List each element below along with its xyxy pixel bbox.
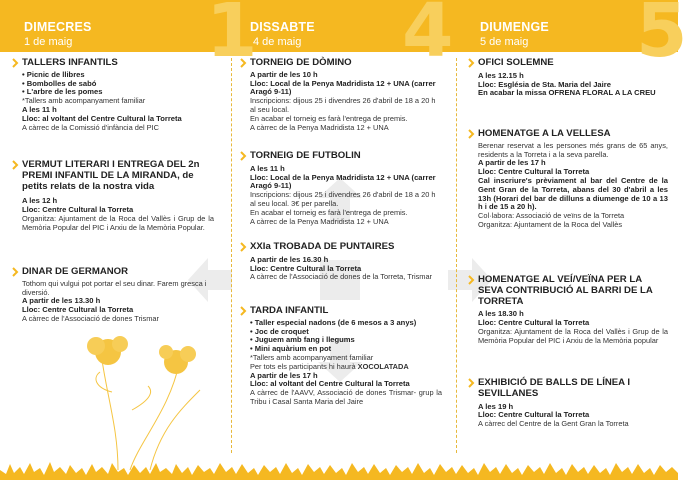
list-item: • Bombolles de sabó	[22, 80, 214, 89]
event-description: Tothom qui vulgui pot portar el seu dinar. Farem gresca i diversió.	[22, 278, 207, 297]
list-item: • Taller especial nadons (de 6 mesos a 3 anys)	[250, 319, 442, 328]
chevron-right-icon	[466, 378, 476, 388]
event-time: A les 12.15 h	[478, 70, 524, 80]
list-item: • L'arbre de les pomes	[22, 88, 214, 97]
event-place: Lloc: al voltant del Centre Cultural la Torreta	[22, 113, 182, 123]
event-organizer: A càrrec de l'AAVV, Associació de dones Trismar- grup la Tribu i Casal Santa Maria del Jaire	[250, 388, 442, 406]
event-place: Lloc: Centre Cultural la Torreta	[250, 263, 362, 273]
event-torneig-domino	[228, 58, 454, 132]
chevron-right-icon	[238, 58, 248, 68]
event-organizer: A càrrec de l'Associació de dones de la Torreta, Trismar	[250, 272, 433, 282]
event-torneig-futbolin	[228, 151, 454, 226]
event-time: A partir de les 16.30 h	[250, 254, 329, 264]
event-title: TARDA INFANTIL	[250, 305, 329, 316]
day-title-3: DIUMENGE	[480, 20, 549, 34]
event-place: Lloc: Centre Cultural la Torreta	[22, 205, 134, 215]
list-item: • Juguem amb fang i llegums	[250, 336, 442, 345]
event-organizer: A càrrec de la Comissió d'infància del PIC	[22, 122, 159, 132]
event-exhibicio-balls	[454, 378, 678, 429]
event-inscriptions: Inscripcions: dijous 25 i divendres 26 d'abril de 18 a 20 h al seu local.	[250, 96, 436, 114]
event-time: A les 11 h	[22, 104, 57, 114]
event-time: A partir de les 17 h	[250, 370, 318, 380]
chevron-right-icon	[10, 58, 20, 68]
event-title: TORNEIG DE FUTBOLIN	[250, 150, 361, 161]
event-inscriptions: Cal inscriure's prèviament al bar del Centre de la Gent Gran de la Torreta, abans del 30 d'abril a les 13h (Horari del bar de dilluns a diumenge de 10 a 13 h i de 15 a 20 h).	[478, 175, 668, 212]
chevron-right-icon	[10, 267, 20, 277]
day-date-2: 4 de maig	[253, 36, 302, 48]
event-organizer: Organitza: Ajuntament de la Roca del Vallès	[478, 219, 623, 229]
column-dimecres	[0, 55, 228, 480]
event-organizer: A càrrec de l'Associació de dones Trismar	[22, 313, 159, 323]
event-title: HOMENATGE AL VEÍ/VEÏNA PER LA SEVA CONTRIBUCIÓ AL BARRI DE LA TORRETA	[478, 274, 653, 307]
event-note: *Tallers amb acompanyament familiar	[250, 352, 374, 362]
event-trobada-puntaires	[228, 242, 454, 282]
event-place: Lloc: al voltant del Centre Cultural la Torreta	[250, 379, 410, 389]
chevron-right-icon	[238, 151, 248, 161]
column-dissabte	[228, 55, 454, 480]
event-place: Lloc: Local de la Penya Madridista 12 + UNA (carrer Aragó 9-11)	[250, 172, 436, 191]
event-time: A partir de les 17 h	[478, 158, 546, 168]
grass-decoration	[0, 458, 678, 480]
day-date-1: 1 de maig	[24, 36, 73, 48]
day-number-1: 1	[206, 0, 258, 74]
event-extra: En acabar la missa OFRENA FLORAL A LA CREU	[478, 88, 656, 98]
event-place: Lloc: Centre Cultural la Torreta	[478, 167, 590, 177]
event-place: Lloc: Centre Cultural la Torreta	[478, 410, 590, 420]
chevron-right-icon	[238, 306, 248, 316]
list-item: • Picnic de llibres	[22, 71, 214, 80]
event-place: Lloc: Església de Sta. Maria del Jaire	[478, 79, 611, 89]
event-note: *Tallers amb acompanyament familiar	[22, 96, 146, 106]
chevron-right-icon	[466, 58, 476, 68]
column-diumenge	[454, 55, 678, 480]
event-homenatge-vellesa	[454, 129, 678, 230]
event-prizes: En acabar el torneig es farà l'entrega de premis.	[250, 113, 408, 123]
chevron-right-icon	[238, 242, 248, 252]
event-ofici-solemne	[454, 58, 678, 98]
list-item: • Mini aquàrium en pot	[250, 345, 442, 354]
event-title: TALLERS INFANTILS	[22, 57, 118, 68]
event-tallers-infantils	[0, 58, 228, 132]
event-time: A les 12 h	[22, 196, 58, 206]
chevron-right-icon	[466, 275, 476, 285]
event-title: VERMUT LITERARI I ENTREGA DEL 2n PREMI INFANTIL DE LA MIRANDA, de petits relats de la nostra vida	[22, 159, 200, 192]
event-description: Berenar reservat a les persones més grans de 65 anys, residents a la Torreta i a la seva parella.	[478, 140, 668, 159]
event-time: A les 18.30 h	[478, 309, 524, 319]
event-organizer: A càrrec de la Penya Madridista 12 + UNA	[250, 216, 389, 226]
program-columns	[0, 55, 678, 480]
snack-highlight: XOCOLATADA	[357, 361, 409, 371]
event-title: HOMENATGE A LA VELLESA	[478, 128, 611, 139]
event-title: TORNEIG DE DÒMINO	[250, 57, 352, 68]
event-time: A partir de les 10 h	[250, 69, 318, 79]
day-title-2: DISSABTE	[250, 20, 315, 34]
event-title: OFICI SOLEMNE	[478, 57, 554, 68]
event-organizer: Organitza: Ajuntament de la Roca del Vallès i Grup de la Memòria Popular del PIC i Arxiu de la Memòria popular	[478, 326, 668, 345]
event-tarda-infantil	[228, 306, 454, 407]
event-title: EXHIBICIÓ DE BALLS DE LÍNEA I SEVILLANES	[478, 377, 631, 399]
list-item: • Joc de croquet	[250, 328, 442, 337]
event-homenatge-veina	[454, 275, 678, 346]
event-dinar-germanor	[0, 267, 228, 324]
chevron-right-icon	[466, 129, 476, 139]
event-place: Lloc: Centre Cultural la Torreta	[22, 305, 134, 315]
event-organizer: A càrrec de la Penya Madridista 12 + UNA	[250, 122, 389, 132]
event-time: A les 19 h	[478, 401, 514, 411]
event-title: DINAR DE GERMANOR	[22, 266, 129, 277]
event-prizes: En acabar el torneig es farà l'entrega de premis.	[250, 207, 408, 217]
event-organizer: Organitza: Ajuntament de la Roca del Vallès i Grup de la Memòria Popular del PIC i Arxiu de la Memòria Popular.	[22, 213, 214, 232]
event-inscriptions: Inscripcions: dijous 25 i divendres 26 d'abril de 18 a 20 h al seu local. 3€ per parella.	[250, 190, 436, 208]
snack-text: Per tots els participants hi haurà	[250, 361, 358, 371]
event-time: A partir de les 13.30 h	[22, 296, 101, 306]
event-collaborator: Col·labora: Associació de veïns de la Torreta	[478, 211, 625, 221]
event-title: XXIa TROBADA DE PUNTAIRES	[250, 241, 395, 252]
chevron-right-icon	[10, 160, 20, 170]
day-title-1: DIMECRES	[24, 20, 92, 34]
day-date-3: 5 de maig	[480, 36, 529, 48]
event-place: Lloc: Local de la Penya Madridista 12 + UNA (carrer Aragó 9-11)	[250, 78, 436, 97]
event-organizer: A càrrec del Centre de la Gent Gran la Torreta	[478, 419, 629, 429]
day-number-4: 4	[402, 0, 454, 74]
day-number-5: 5	[636, 0, 688, 74]
event-place: Lloc: Centre Cultural la Torreta	[478, 318, 590, 328]
event-vermut-literari	[0, 160, 228, 233]
event-time: A les 11 h	[250, 163, 285, 173]
